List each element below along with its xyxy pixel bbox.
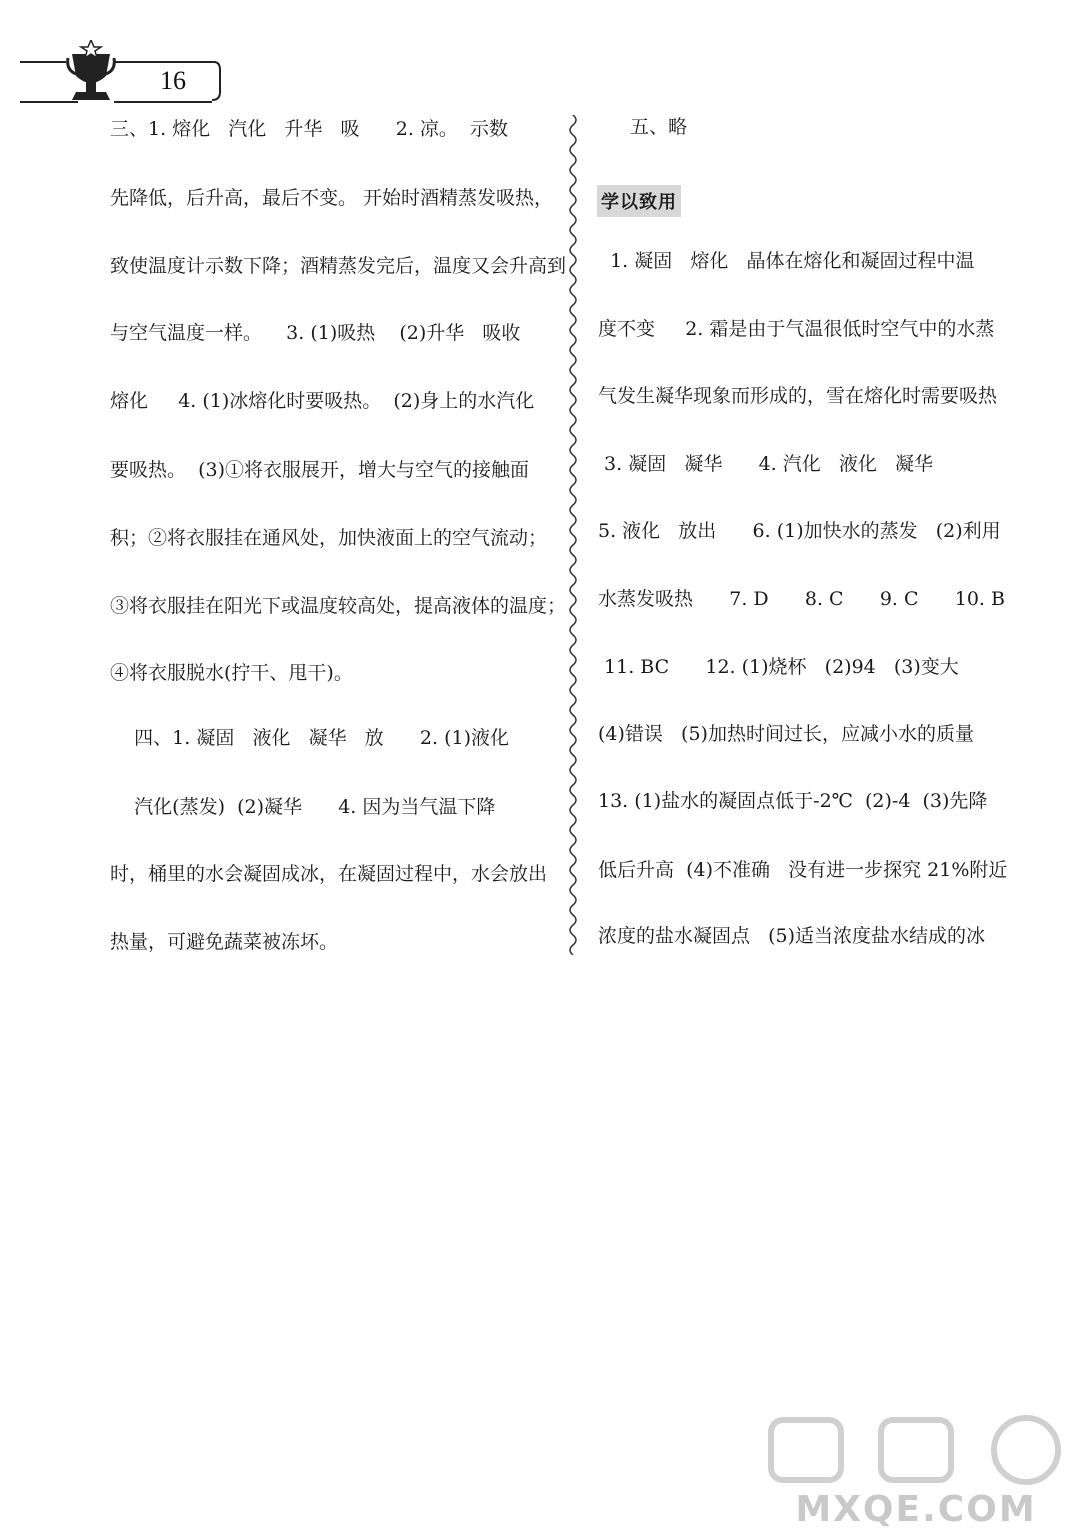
right-line-7: 11. BC 12. (1)烧杯 (2)94 (3)变大 <box>598 656 959 678</box>
left-line-12: 时，桶里的水会凝固成冰，在凝固过程中，水会放出 <box>110 863 548 885</box>
right-line-10: 低后升高 (4)不准确 没有进一步探究 21%附近 <box>598 859 1008 881</box>
left-line-4: 与空气温度一样。 3. (1)吸热 (2)升华 吸收 <box>110 322 521 344</box>
right-top-line: 五、略 <box>618 116 688 138</box>
column-divider <box>565 115 581 955</box>
left-line-11: 汽化(蒸发) (2)凝华 4. 因为当气温下降 <box>110 796 496 818</box>
watermark-text: MXQE.COM <box>795 1489 1037 1530</box>
left-line-13: 热量，可避免蔬菜被冻坏。 <box>110 931 339 953</box>
left-line-2: 先降低，后升高，最后不变。 开始时酒精蒸发吸热， <box>110 187 554 209</box>
page-header <box>18 40 228 110</box>
left-line-1: 三、1. 熔化 汽化 升华 吸 2. 凉。 示数 <box>110 118 509 140</box>
trophy-icon <box>18 40 228 110</box>
left-line-5: 熔化 4. (1)冰熔化时要吸热。 (2)身上的水汽化 <box>110 390 535 412</box>
left-line-7: 积；②将衣服挂在通风处，加快液面上的空气流动； <box>110 527 548 549</box>
right-line-5: 5. 液化 放出 6. (1)加快水的蒸发 (2)利用 <box>598 520 1001 542</box>
watermark-icon <box>751 1410 1081 1490</box>
right-line-3: 气发生凝华现象而形成的，雪在熔化时需要吸热 <box>598 385 998 407</box>
watermark-logo <box>751 1410 1081 1530</box>
right-line-8: (4)错误 (5)加热时间过长，应减小水的质量 <box>598 723 974 745</box>
left-line-10: 四、1. 凝固 液化 凝华 放 2. (1)液化 <box>110 727 510 749</box>
right-line-6: 水蒸发吸热 7. D 8. C 9. C 10. B <box>598 588 1005 610</box>
right-line-1: 1. 凝固 熔化 晶体在熔化和凝固过程中温 <box>598 250 975 272</box>
right-line-9: 13. (1)盐水的凝固点低于-2℃ (2)-4 (3)先降 <box>598 790 988 812</box>
right-line-11: 浓度的盐水凝固点 (5)适当浓度盐水结成的冰 <box>598 925 986 947</box>
left-line-8: ③将衣服挂在阳光下或温度较高处，提高液体的温度； <box>110 595 567 617</box>
left-line-6: 要吸热。 (3)①将衣服展开，增大与空气的接触面 <box>110 459 529 481</box>
right-line-2: 度不变 2. 霜是由于气温很低时空气中的水蒸 <box>598 318 995 340</box>
left-line-3: 致使温度计示数下降；酒精蒸发完后，温度又会升高到 <box>110 255 567 277</box>
page-number: 16 <box>160 66 186 95</box>
section-title-tag: 学以致用 <box>597 185 681 217</box>
left-line-9: ④将衣服脱水(拧干、甩干)。 <box>110 662 353 684</box>
right-line-4: 3. 凝固 凝华 4. 汽化 液化 凝华 <box>598 453 933 475</box>
